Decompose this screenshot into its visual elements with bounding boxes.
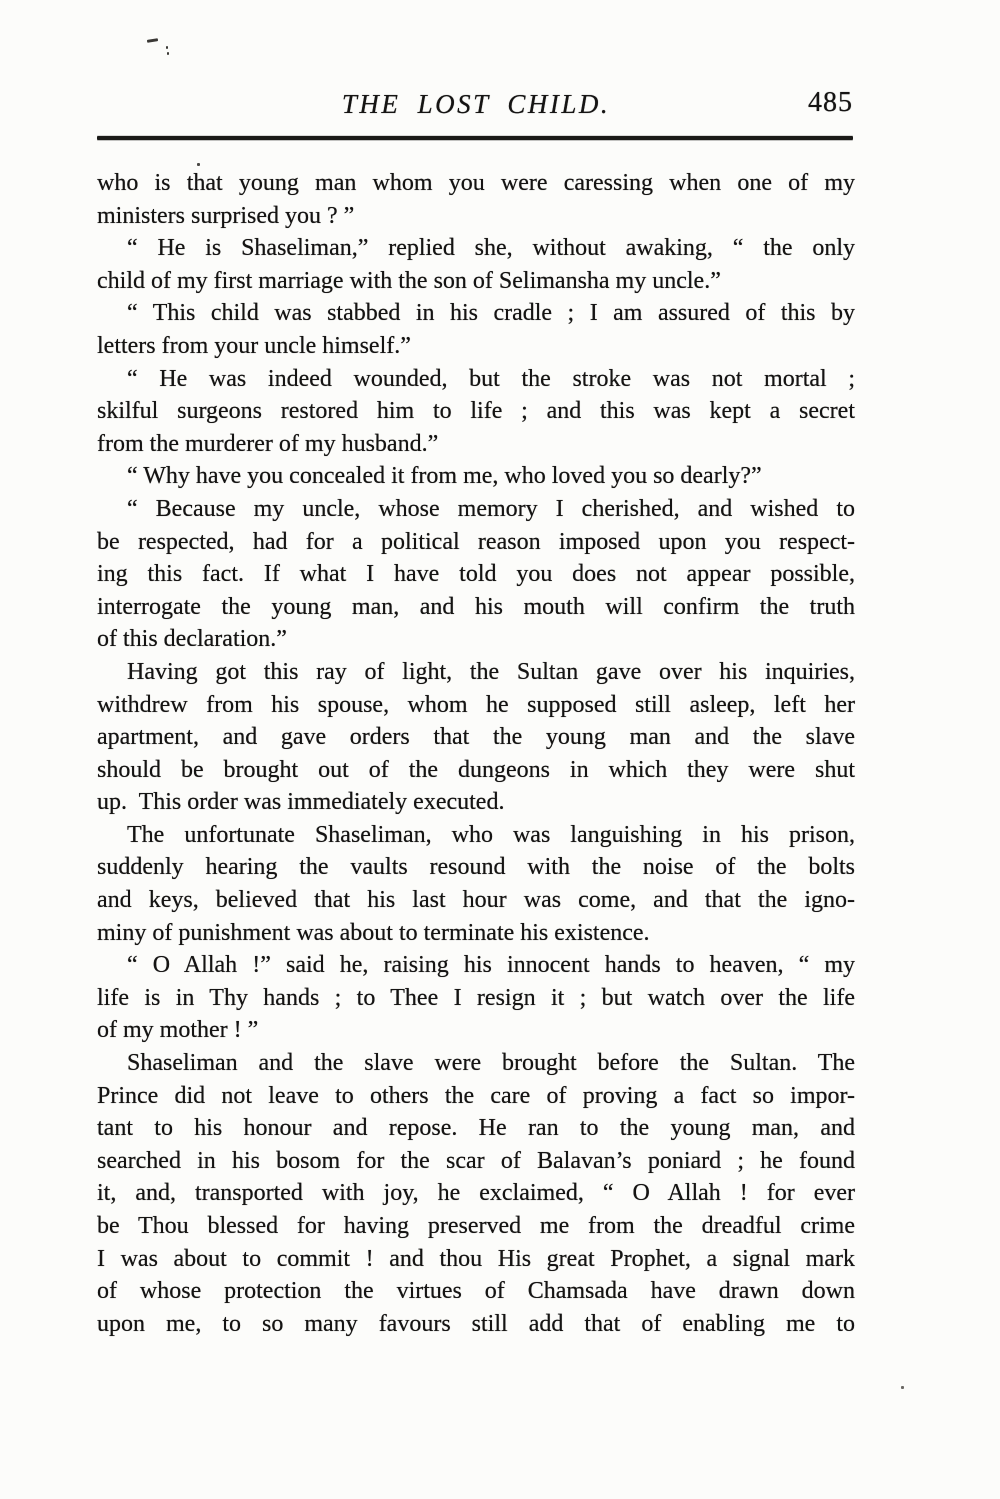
text-line: suddenly hearing the vaults resound with the noise of the bolts: [97, 854, 855, 881]
text-line: “ This child was stabbed in his cradle ; I am assured of this by: [127, 300, 855, 327]
text-line: of this declaration.”: [97, 626, 287, 653]
text-line: apartment, and gave orders that the young man and the slave: [97, 724, 855, 751]
header-rule: [97, 136, 853, 140]
text-line: miny of punishment was about to terminate his existence.: [97, 919, 650, 946]
paragraph: [97, 297, 855, 362]
ink-speck: [166, 46, 168, 49]
text-line: from the murderer of my husband.”: [97, 430, 439, 457]
text-line: ministers surprised you ? ”: [97, 202, 355, 229]
text-line: child of my first marriage with the son of Selimansha my uncle.”: [97, 267, 721, 294]
text-line: and keys, believed that his last hour was come, and that the igno-: [97, 887, 855, 914]
text-line: upon me, to so many favours still add that of enabling me to: [97, 1310, 855, 1337]
paragraph: [97, 819, 855, 949]
text-line: be respected, had for a political reason imposed upon you respect-: [97, 528, 855, 555]
text-line: skilful surgeons restored him to life ; and this was kept a secret: [97, 398, 855, 425]
text-line: Shaseliman and the slave were brought before the Sultan. The: [127, 1050, 855, 1077]
text-line: tant to his honour and repose. He ran to the young man, and: [97, 1115, 855, 1142]
text-line: “ Why have you concealed it from me, who loved you so dearly?”: [127, 463, 762, 490]
page-title: THE LOST CHILD.: [341, 89, 611, 119]
text-line: who is that young man whom you were caressing when one of my: [97, 170, 855, 196]
text-line: “ He was indeed wounded, but the stroke was not mortal ;: [127, 365, 855, 392]
text-line: Having got this ray of light, the Sultan gave over his inquiries,: [127, 658, 855, 685]
ink-speck: [901, 1386, 904, 1389]
text-line: “ O Allah !” said he, raising his innocent hands to heaven, “ my: [127, 952, 855, 979]
paragraph: [97, 460, 855, 493]
paragraph: [97, 232, 855, 297]
text-line: it, and, transported with joy, he exclaimed, “ O Allah ! for ever: [97, 1180, 855, 1207]
paragraph: [97, 363, 855, 461]
text-line: life is in Thy hands ; to Thee I resign it ; but watch over the life: [97, 984, 855, 1011]
text-line: I was about to commit ! and thou His great Prophet, a signal mark: [97, 1245, 855, 1272]
text-line: ing this fact. If what I have told you does not appear possible,: [97, 561, 855, 588]
text-line: of whose protection the virtues of Chamsada have drawn down: [97, 1278, 855, 1305]
text-line: be Thou blessed for having preserved me from the dreadful crime: [97, 1213, 855, 1239]
paragraph: [97, 949, 855, 1047]
running-header: [97, 87, 855, 125]
paragraph: [97, 656, 855, 819]
ink-speck: [197, 163, 200, 166]
paragraph: [97, 1047, 855, 1340]
paragraph: [97, 167, 855, 232]
text-line: should be brought out of the dungeons in which they were shut: [97, 756, 855, 783]
page-number: 485: [808, 87, 853, 118]
text-block: [97, 167, 855, 1340]
text-line: interrogate the young man, and his mouth will confirm the truth: [97, 593, 855, 620]
text-line: “ He is Shaseliman,” replied she, without awaking, “ the only: [127, 235, 855, 262]
text-line: letters from your uncle himself.”: [97, 332, 411, 359]
text-line: up. This order was immediately executed.: [97, 789, 505, 816]
text-line: withdrew from his spouse, whom he supposed still asleep, left her: [97, 691, 855, 718]
text-line: Prince did not leave to others the care of proving a fact so impor-: [97, 1082, 855, 1109]
text-line: “ Because my uncle, whose memory I cherished, and wished to: [127, 495, 855, 522]
text-line: The unfortunate Shaseliman, who was languishing in his prison,: [127, 821, 855, 848]
text-line: of my mother ! ”: [97, 1017, 259, 1044]
paragraph: [97, 493, 855, 656]
ink-speck: [167, 52, 169, 55]
ink-speck: [147, 38, 158, 43]
text-line: searched in his bosom for the scar of Balavan’s poniard ; he found: [97, 1147, 855, 1174]
